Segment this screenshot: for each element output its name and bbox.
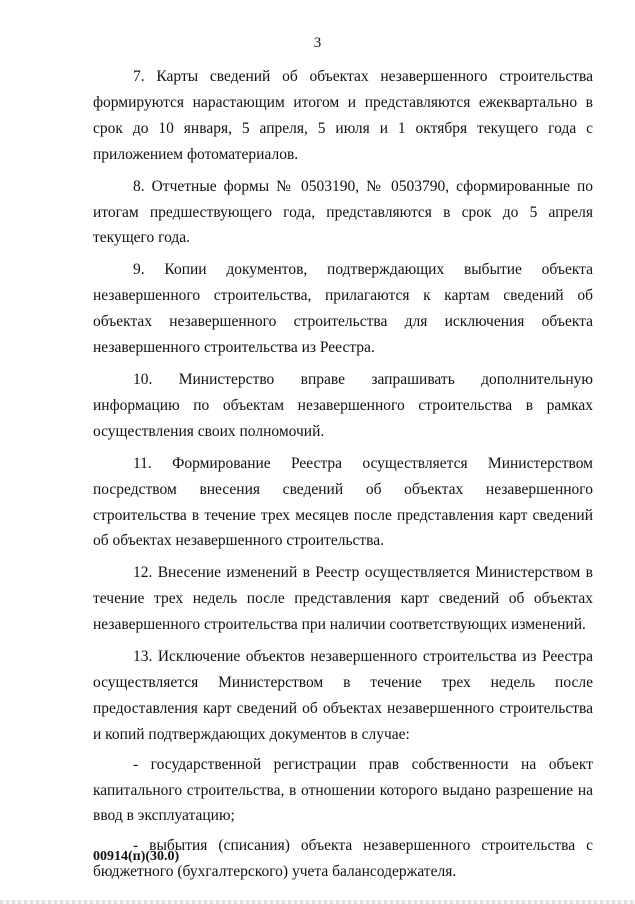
scan-edge: [0, 900, 635, 904]
list-item-registration: - государственной регистрации прав собственности на объект капитального строительства, в отношении которого выдано разрешение на ввод в эксплуатацию;: [93, 755, 593, 825]
list-item-write-off: - выбытия (списания) объекта незавершенного строительства с бюджетного (бухгалтерского) учета балансодержателя.: [93, 837, 593, 881]
document-body: [93, 64, 593, 889]
page-number: 3: [313, 35, 322, 51]
paragraph-9: 9. Копии документов, подтверждающих выбытие объекта незавершенного строительства, прилагаются к картам сведений об объектах незавершенного строительства для исключения объекта незавершенного строительства из Реестра.: [93, 261, 593, 357]
paragraph-8: 8. Отчетные формы № 0503190, № 0503790, сформированные по итогам предшествующего года, представляются в срок до 5 апреля текущего года.: [93, 177, 593, 247]
paragraph-10: 10. Министерство вправе запрашивать дополнительную информацию по объектам незавершенного строительства в рамках осуществления своих полномочий.: [93, 370, 593, 440]
paragraph-7: 7. Карты сведений об объектах незавершенного строительства формируются нарастающим итогом и представляются ежеквартально в срок до 10 января, 5 апреля, 5 июля и 1 октября текущего года с приложением фотоматериалов.: [93, 68, 593, 163]
paragraph-11: 11. Формирование Реестра осуществляется Министерством посредством внесения сведений об объектах незавершенного строительства в течение трех месяцев после представления карт сведений об объектах незавершенного строительства.: [93, 454, 593, 550]
paragraph-13: 13. Исключение объектов незавершенного строительства из Реестра осуществляется Министерством в течение трех недель после предоставления карт сведений об объектах незавершенного строительства и копий подтверждающих документов в случае:: [93, 648, 593, 743]
document-code: 00914(п)(30.0): [93, 849, 180, 864]
paragraph-12: 12. Внесение изменений в Реестр осуществляется Министерством в течение трех недель после представления карт сведений об объектах незавершенного строительства при наличии соответствующих изменений.: [93, 564, 593, 634]
